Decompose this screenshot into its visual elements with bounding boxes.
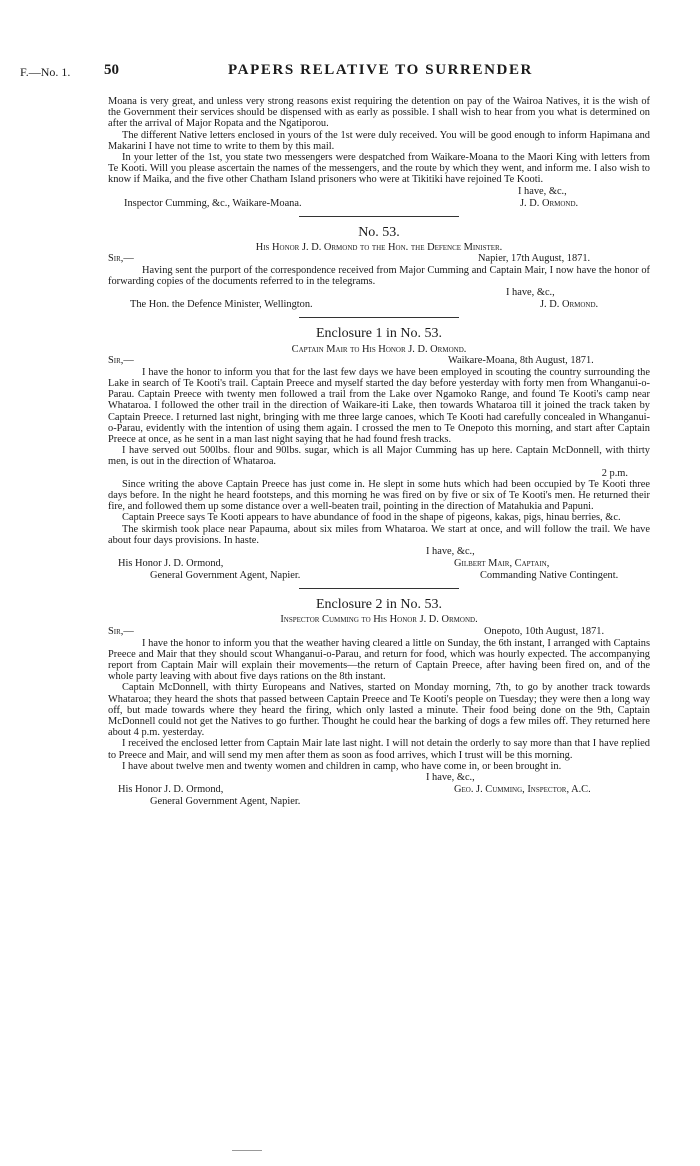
addressee-line [108, 299, 650, 311]
running-header [0, 62, 700, 82]
addressee: His Honor J. D. Ormond, [118, 558, 224, 570]
salutation: Sir,— [108, 253, 134, 265]
signature: Geo. J. Cumming, Inspector, A.C. [454, 783, 591, 795]
enclosure-subheading: Captain Mair to His Honor J. D. Ormond. [291, 343, 467, 355]
running-title: PAPERS RELATIVE TO SURRENDER [228, 62, 533, 78]
closing: I have, &c., [518, 185, 567, 197]
enclosure-heading: Enclosure 1 in No. 53. [316, 326, 442, 342]
closing-line [108, 287, 650, 299]
signature: Gilbert Mair, Captain, [454, 558, 550, 570]
addressee-line [108, 784, 650, 796]
salutation-line [108, 253, 650, 265]
closing-line [108, 772, 650, 784]
paragraph: I received the enclosed letter from Captain Mair late last night. I will not detain the orderly to say more than that I have replied to Preece and Mair, and will send my men after them as soon as food arrives, which I trust will be this morning. [108, 738, 650, 761]
addressee: Inspector Cumming, &c., Waikare-Moana. [124, 197, 302, 209]
signature: J. D. Ormond. [540, 299, 599, 311]
addressee-line [108, 558, 650, 570]
signature: J. D. Ormond. [520, 197, 579, 209]
enclosure-subheading: Inspector Cumming to His Honor J. D. Ormond. [280, 614, 478, 626]
closing-line [108, 186, 650, 198]
letter-heading: No. 53. [358, 224, 400, 240]
salutation: Sir,— [108, 354, 134, 366]
paragraph: In your letter of the 1st, you state two messengers were despatched from Waikare-Moana to the Maori King with letters from Te Kooti. Will you please ascertain the names of the messengers, and the route by which they went, and inform me. I also wish to know if Maika, and the five other Chatham Island prisoners who were at Tikitiki have rejoined Te Kooti. [108, 152, 650, 186]
paragraph: Having sent the purport of the correspondence received from Major Cumming and Captain Mair, I now have the honor of forwarding copies of the documents referred to in the telegrams. [108, 265, 650, 288]
paragraph: I have served out 500lbs. flour and 90lbs. sugar, which is all Major Cumming has up here. Captain McDonnell, with thirty men, is out in the direction of Whataroa. [108, 445, 650, 468]
letter-no-53 [108, 224, 650, 312]
paragraph: Moana is very great, and unless very strong reasons exist requiring the detention on pay of the Wairoa Natives, it is the wish of the Government their services should be dispensed with as early as possible. I shall wish to hear from you what is determined on after the arrival of Major Ropata and the Ngatiporou. [108, 96, 650, 130]
closing: I have, &c., [426, 771, 475, 783]
closing-line [108, 546, 650, 558]
time-note: 2 p.m. [601, 467, 628, 479]
section-divider [299, 317, 459, 318]
addressee-line [108, 198, 650, 210]
place-date: Onepoto, 10th August, 1871. [484, 625, 605, 637]
addressee: His Honor J. D. Ormond, [118, 783, 224, 795]
page-number: 50 [104, 62, 119, 78]
paragraph: I have the honor to inform you that the weather having cleared a little on Sunday, the 6th instant, I arranged with Captains Preece and Mair that they should scout Whanganui-o-Parau, and return for food, which was hourly expected. The accompanying report from Captain Mair will explain their movements—the return of Captain Preece, after having been fired on, and of the whole party leaving with about five days rations on the 8th instant. [108, 637, 650, 683]
salutation: Sir,— [108, 625, 134, 637]
enclosure-2 [108, 599, 650, 808]
addressee-title: General Government Agent, Napier. [150, 795, 301, 807]
closing: I have, &c., [426, 546, 475, 558]
letter-subheading: His Honor J. D. Ormond to the Hon. the Defence Minister. [255, 241, 503, 253]
paragraph: Since writing the above Captain Preece has just come in. He slept in some huts which had been occupied by Te Kooti three days before. In the night he heard footsteps, and this morning he was fired on by five or six of Te Kooti's men. He returned their fire, and followed them up some distance over a well-beaten trail, pointing in the direction of Matahukia and Papuni. [108, 478, 650, 513]
continued-letter [108, 96, 650, 210]
closing: I have, &c., [506, 287, 555, 299]
paragraph: Captain McDonnell, with thirty Europeans and Natives, started on Monday morning, 7th, to go by another track towards Whataroa; they heard the shots that passed between Captain Preece and Te Kooti's people on Tuesday; they were then a long way off, but made towards where they heard the firing, which only lasted a minute. Their food being done on the 9th, Captain McDonnell could not get the Natives to go further. Thought he could hear the barking of dogs a few miles off. They returned here about 4 p.m. yesterday. [108, 682, 650, 739]
place-date: Waikare-Moana, 8th August, 1871. [448, 354, 594, 366]
signature-title: Commanding Native Contingent. [480, 570, 619, 582]
salutation-line [108, 355, 650, 367]
paragraph: The different Native letters enclosed in yours of the 1st were duly received. You will be good enough to inform Hapimana and Makarini I have not time to write to them by this mail. [108, 129, 650, 152]
footer-rule [232, 1150, 262, 1151]
paragraph: I have the honor to inform you that for the last few days we have been employed in scouting the country surrounding the Lake in search of Te Kooti's trail. Captain Preece and myself started the day before yesterday with forty men from Whanganui-o-Parau. Captain Preece with twenty men followed a trail from the Lake over Ngamoko Range, and found Te Kooti's camp near Whataroa. I followed the other trail in the direction of Waikare-iti Lake, then towards Whataroa till it joined the track taken by Captain Preece. I returned last night, bringing with me three large canoes, which Te Kooti had carefully concealed in Whanganui-o-Parau, evidently with the intention of using them again. I crossed the men to Te Onepoto this morning, and start after Captain Preece at once, as he sent in a man last night saying that he had found fresh tracks. [108, 366, 650, 446]
enclosure-1 [108, 328, 650, 582]
addressee-title: General Government Agent, Napier. [150, 570, 301, 582]
document-reference: F.—No. 1. [20, 65, 71, 79]
salutation-line [108, 626, 650, 638]
addressee: The Hon. the Defence Minister, Wellington. [130, 299, 313, 311]
section-divider [299, 216, 459, 217]
enclosure-heading: Enclosure 2 in No. 53. [316, 597, 442, 613]
paragraph: I have about twelve men and twenty women and children in camp, who have come in, or been brought in. [122, 760, 562, 772]
paragraph: Captain Preece says Te Kooti appears to have abundance of food in the shape of pigeons, kakas, pigs, hinau berries, &c. [122, 512, 621, 524]
addressee-line [108, 570, 650, 582]
addressee-line [108, 796, 650, 808]
document-body [108, 96, 650, 808]
place-date: Napier, 17th August, 1871. [478, 253, 591, 265]
paragraph: The skirmish took place near Papauma, about six miles from Whataroa. We start at once, and will follow the trail. We have about four days provisions. In haste. [108, 523, 650, 546]
section-divider [299, 588, 459, 589]
